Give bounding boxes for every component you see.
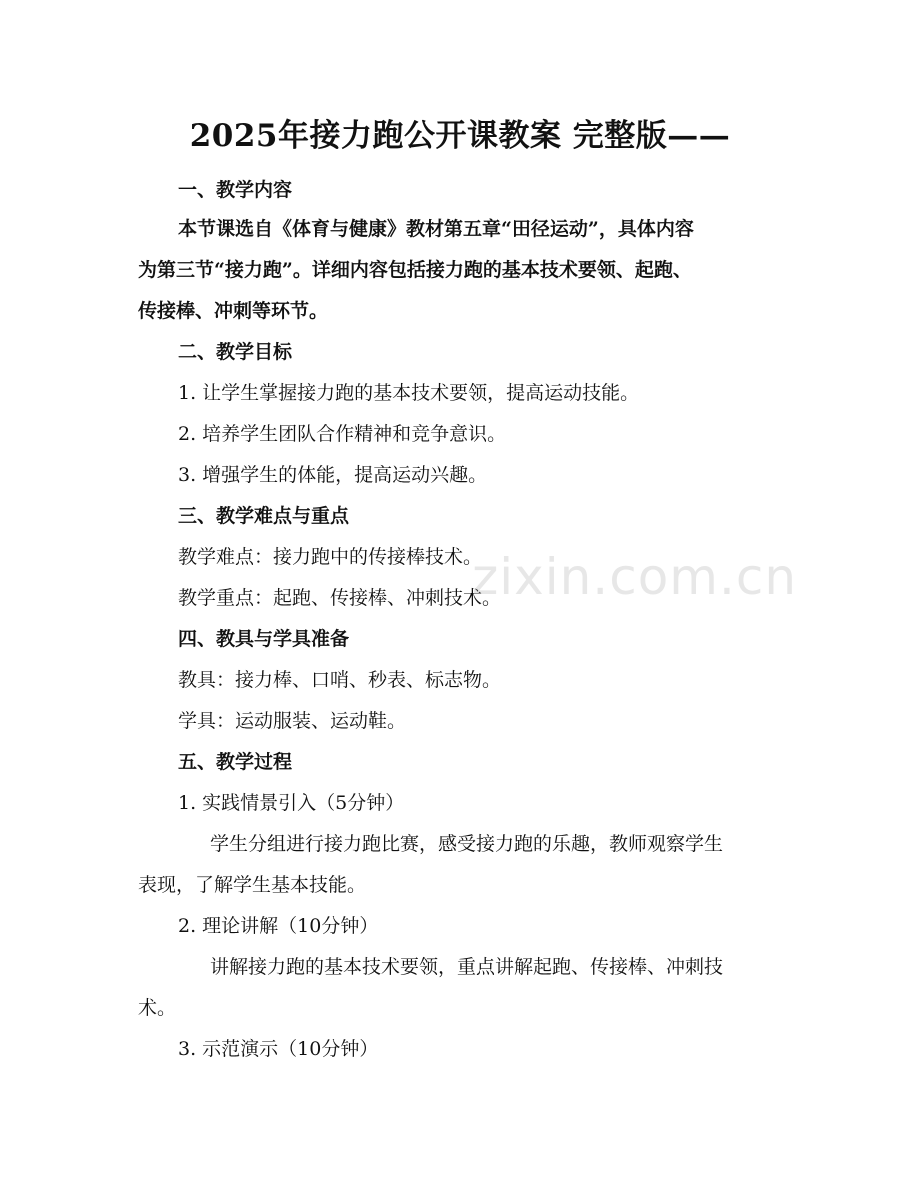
process-step-2-line-1: 讲解接力跑的基本技术要领，重点讲解起跑、传接棒、冲刺技 <box>210 956 724 978</box>
content-paragraph-line-2: 为第三节“接力跑”。详细内容包括接力跑的基本技术要领、起跑、 <box>138 259 692 281</box>
section-heading-materials: 四、教具与学具准备 <box>178 628 350 650</box>
process-step-1: 1. 实践情景引入（5分钟） <box>178 792 405 814</box>
student-materials-text: 学具：运动服装、运动鞋。 <box>178 710 407 732</box>
document-title: 2025年接力跑公开课教案 完整版—— <box>189 118 731 154</box>
goal-item-1: 1. 让学生掌握接力跑的基本技术要领，提高运动技能。 <box>178 382 640 404</box>
watermark-text: zixin.com.cn <box>472 548 798 606</box>
process-step-1-line-2: 表现，了解学生基本技能。 <box>138 874 367 896</box>
process-step-3: 3. 示范演示（10分钟） <box>178 1038 379 1060</box>
difficulty-text: 教学难点：接力跑中的传接棒技术。 <box>178 546 483 568</box>
content-paragraph-line-1: 本节课选自《体育与健康》教材第五章“田径运动”，具体内容 <box>178 218 694 240</box>
content-paragraph-line-3: 传接棒、冲刺等环节。 <box>138 300 329 322</box>
goal-item-3: 3. 增强学生的体能，提高运动兴趣。 <box>178 464 488 486</box>
teacher-materials-text: 教具：接力棒、口哨、秒表、标志物。 <box>178 669 502 691</box>
process-step-1-line-1: 学生分组进行接力跑比赛，感受接力跑的乐趣，教师观察学生 <box>210 833 724 855</box>
process-step-2-line-2: 术。 <box>138 997 177 1019</box>
section-heading-goals: 二、教学目标 <box>178 341 293 363</box>
section-heading-difficulty: 三、教学难点与重点 <box>178 505 350 527</box>
section-heading-process: 五、教学过程 <box>178 751 293 773</box>
section-heading-content: 一、教学内容 <box>178 179 293 201</box>
key-point-text: 教学重点：起跑、传接棒、冲刺技术。 <box>178 587 502 609</box>
goal-item-2: 2. 培养学生团队合作精神和竞争意识。 <box>178 423 507 445</box>
process-step-2: 2. 理论讲解（10分钟） <box>178 915 379 937</box>
